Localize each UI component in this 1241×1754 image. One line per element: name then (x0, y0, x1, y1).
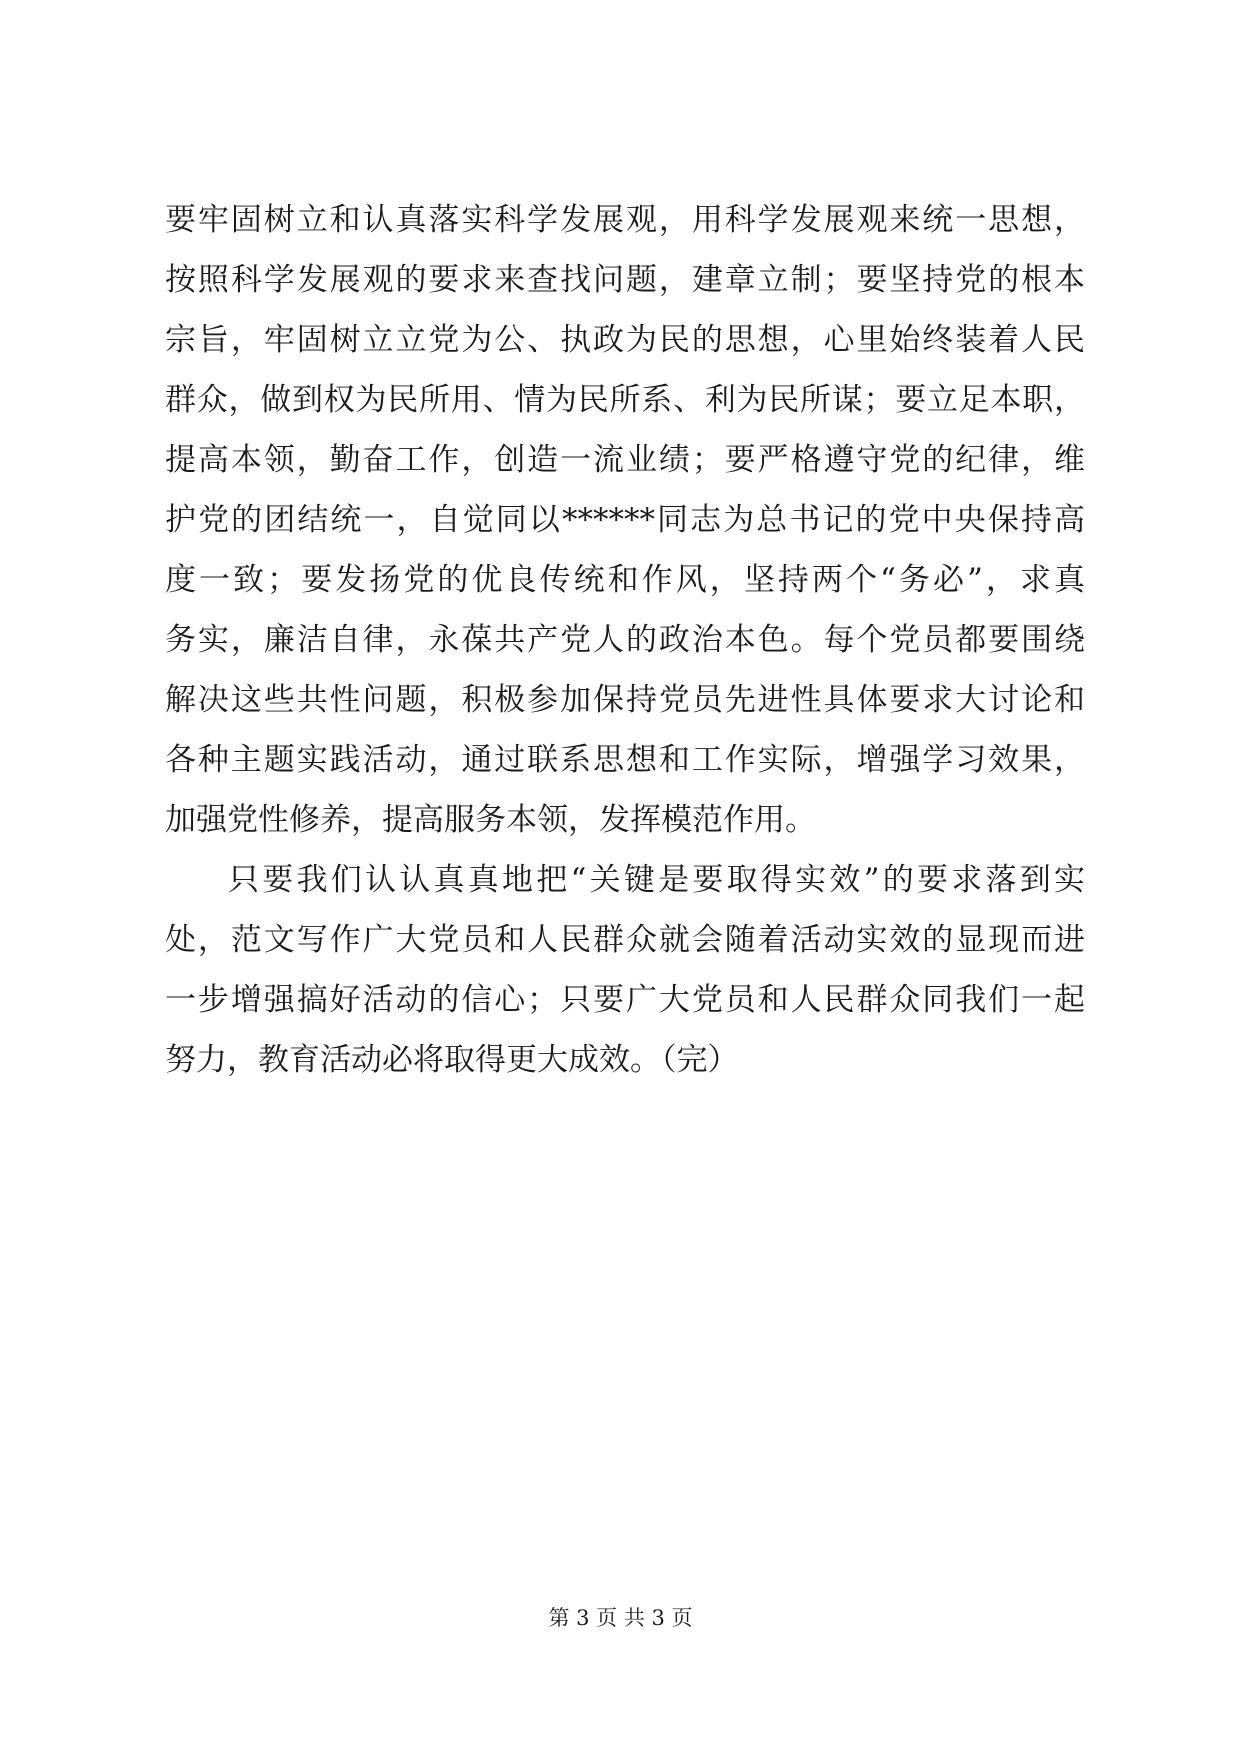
paragraph-line: 按照科学发展观的要求来查找问题，建章立制；要坚持党的根本 (165, 262, 1085, 298)
paragraph-1 (165, 190, 1085, 850)
paragraph-line: 努力，教育活动必将取得更大成效。（完） (165, 1042, 739, 1078)
paragraph-line: 加强党性修养，提高服务本领，发挥模范作用。 (165, 802, 816, 838)
paragraph-line: 宗旨，牢固树立立党为公、执政为民的思想，心里始终装着人民 (165, 322, 1085, 358)
paragraph-line: 要牢固树立和认真落实科学发展观，用科学发展观来统一思想， (165, 202, 1085, 238)
paragraph-2 (165, 850, 1085, 1090)
paragraph-line: 只要我们认认真真地把“关键是要取得实效”的要求落到实 (228, 862, 1085, 898)
paragraph-line: 一步增强搞好活动的信心；只要广大党员和人民群众同我们一起 (165, 982, 1085, 1018)
paragraph-line: 解决这些共性问题，积极参加保持党员先进性具体要求大讨论和 (165, 682, 1085, 718)
document-body (165, 190, 1085, 1090)
paragraph-line: 务实，廉洁自律，永葆共产党人的政治本色。每个党员都要围绕 (165, 622, 1085, 658)
paragraph-line: 度一致；要发扬党的优良传统和作风，坚持两个“务必”，求真 (165, 562, 1085, 598)
paragraph-line: 群众，做到权为民所用、情为民所系、利为民所谋；要立足本职， (165, 382, 1085, 418)
paragraph-line: 提高本领，勤奋工作，创造一流业绩；要严格遵守党的纪律，维 (165, 442, 1085, 478)
page-number-footer: 第 3 页 共 3 页 (548, 1606, 693, 1630)
paragraph-line: 处，范文写作广大党员和人民群众就会随着活动实效的显现而进 (165, 922, 1085, 958)
paragraph-line: 各种主题实践活动，通过联系思想和工作实际，增强学习效果， (165, 742, 1085, 778)
paragraph-line: 护党的团结统一，自觉同以******同志为总书记的党中央保持高 (165, 502, 1085, 538)
